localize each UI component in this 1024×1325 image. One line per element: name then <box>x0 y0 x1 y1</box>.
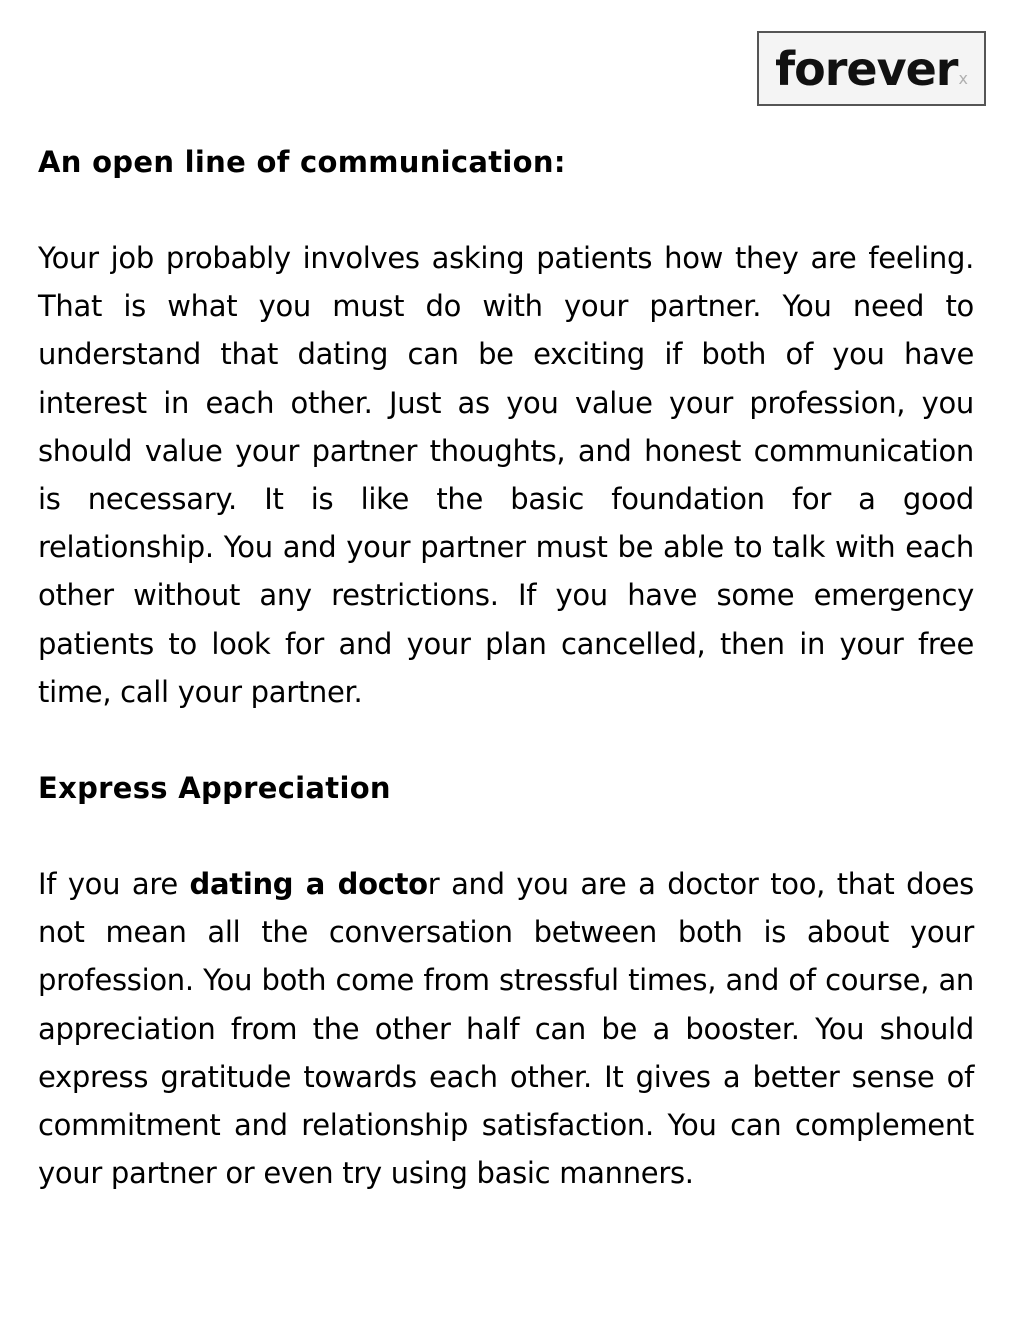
section-body-communication: Your job probably involves asking patients how they are feeling. That is what you must do with your partner. You need to understand that dating can be exciting if both of you have interest in each other. Just as you value your profession, you should value your partner thoughts, and honest communication is necessary. It is like the basic foundation for a good relationship. You and your partner must be able to talk with each other without any restrictions. If you have some emergency patients to look for and your plan cancelled, then in your free time, call your partner. <box>38 241 974 709</box>
section-body-appreciation <box>38 860 974 1197</box>
section-heading-communication: An open line of communication: <box>38 145 566 179</box>
spacer <box>38 716 974 764</box>
logo-wordmark: forever <box>775 41 958 96</box>
article-content <box>38 138 974 1197</box>
keyword-link-dating-a-doctor: dating a docto <box>189 867 428 902</box>
spacer <box>38 812 974 860</box>
body-text-start: If you are <box>38 867 190 902</box>
spacer <box>38 186 974 234</box>
body-text-rest: r and you are a doctor too, that does not mean all the conversation between both is about your profession. You both come from stressful times, and of course, an appreciation from the other half can be a booster. You should express gratitude towards each other. It gives a better sense of commitment and relationship satisfaction. You can complement your partner or even try using basic manners. <box>38 867 974 1191</box>
logo-suffix: x <box>958 69 968 88</box>
forever-logo <box>757 31 986 106</box>
section-heading-appreciation: Express Appreciation <box>38 771 391 806</box>
